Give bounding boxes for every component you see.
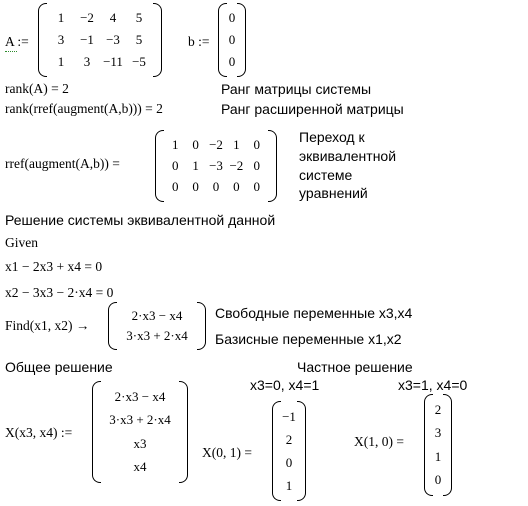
equation-2: x2 − 3x3 − 2·x4 = 0 (5, 285, 114, 300)
right-bracket (179, 381, 188, 483)
matrix-cell: 0 (192, 136, 199, 152)
matrix-cell: 0 (253, 158, 261, 173)
left-bracket (38, 3, 47, 77)
matrix-cell: 0 (192, 179, 199, 195)
matrix-cell: 2·x3 − x4 (114, 388, 166, 404)
left-bracket (218, 3, 227, 77)
section-title: Решение системы эквивалентной данной (5, 212, 276, 228)
free-variables-note: Свободные переменные x3,x4 (215, 305, 413, 321)
find-expression: Find(x1, x2) → (5, 318, 90, 333)
matrix-cell: −2 (229, 158, 244, 173)
matrix-cell: 2 (285, 431, 293, 447)
matrix-cell: −5 (132, 54, 146, 69)
matrix-cell: 0 (171, 179, 179, 195)
matrix-cell: 1 (171, 136, 179, 152)
matrix-cell: 0 (228, 54, 236, 69)
particular-solution-1-vector (272, 401, 306, 501)
matrix-cell: 3 (434, 425, 442, 441)
matrix-cell: 1 (285, 477, 293, 493)
matrix-cell: 0 (253, 136, 261, 152)
right-bracket (153, 3, 162, 77)
left-bracket (155, 130, 164, 202)
right-bracket (268, 130, 277, 202)
definition-underline (5, 48, 17, 52)
right-bracket (197, 302, 206, 350)
matrix-cell: 4 (109, 10, 117, 25)
matrix-cell: x3 (133, 435, 147, 451)
matrix-cell: −11 (103, 54, 123, 69)
matrix-cell: −2 (80, 10, 94, 25)
particular-solution-2-label: X(1, 0) = (354, 434, 404, 449)
matrix-cell: 3 (83, 54, 91, 69)
left-bracket (424, 394, 433, 496)
matrix-cell: 5 (135, 32, 143, 47)
rref-note-line-4: уравнений (299, 185, 368, 201)
matrix-cell: 0 (212, 179, 220, 195)
particular-condition-1: x3=0, x4=1 (250, 377, 320, 393)
matrix-cell: −1 (282, 408, 296, 424)
left-bracket (92, 381, 101, 483)
general-solution-vector (92, 381, 188, 483)
matrix-cell: 5 (135, 10, 143, 25)
right-bracket (297, 401, 306, 501)
rank-a-expression: rank(A) = 2 (5, 81, 69, 96)
matrix-cell: 0 (434, 472, 442, 488)
matrix-cell: 3·x3 + 2·x4 (126, 328, 188, 343)
matrix-cell: 0 (285, 454, 293, 470)
rref-note-line-2: эквивалентной (299, 148, 397, 164)
matrix-cell: 3 (57, 32, 65, 47)
vector-b (218, 3, 246, 77)
matrix-cell: 1 (192, 158, 199, 173)
basic-variables-note: Базисные переменные x1,x2 (215, 331, 402, 347)
matrix-cell: −2 (209, 136, 223, 152)
matrix-a (38, 3, 162, 77)
right-bracket (443, 394, 452, 496)
general-solution-title: Общее решение (5, 359, 113, 375)
matrix-cell: x4 (133, 459, 147, 475)
rref-label: rref(augment(A,b)) = (5, 156, 120, 171)
particular-solution-2-vector (424, 394, 452, 496)
rref-note-line-1: Переход к (299, 129, 365, 145)
matrix-cell: 0 (228, 32, 236, 47)
matrix-cell: 3·x3 + 2·x4 (109, 412, 171, 428)
matrix-cell: 0 (253, 179, 261, 195)
matrix-cell: 2·x3 − x4 (131, 308, 183, 323)
given-keyword: Given (5, 235, 38, 250)
general-solution-label: X(x3, x4) := (5, 425, 73, 440)
matrix-cell: 1 (57, 10, 65, 25)
equation-1: x1 − 2x3 + x4 = 0 (5, 259, 103, 274)
matrix-cell: −3 (209, 158, 223, 173)
matrix-cell: 0 (233, 179, 240, 195)
rref-note-line-3: системе (299, 167, 353, 183)
particular-solution-1-label: X(0, 1) = (202, 445, 252, 460)
matrix-cell: 1 (434, 448, 442, 464)
rank-augmented-note: Ранг расширенной матрицы (221, 101, 404, 117)
vector-b-label: b := (188, 34, 210, 49)
rank-augmented-expression: rank(rref(augment(A,b))) = 2 (5, 101, 163, 116)
matrix-cell: 1 (57, 54, 65, 69)
matrix-cell: 2 (434, 401, 442, 417)
matrix-a-label: A := (5, 34, 29, 49)
right-bracket (237, 3, 246, 77)
particular-solution-title: Частное решение (297, 359, 413, 375)
matrix-cell: 0 (171, 158, 179, 173)
find-result-vector (108, 302, 206, 350)
left-bracket (108, 302, 117, 350)
rank-a-note: Ранг матрицы системы (221, 81, 372, 97)
matrix-cell: −1 (80, 32, 94, 47)
particular-condition-2: x3=1, x4=0 (398, 377, 468, 393)
left-bracket (272, 401, 281, 501)
matrix-cell: −3 (106, 32, 120, 47)
matrix-cell: 1 (233, 136, 240, 152)
rref-matrix (155, 130, 277, 202)
matrix-cell: 0 (228, 10, 236, 25)
